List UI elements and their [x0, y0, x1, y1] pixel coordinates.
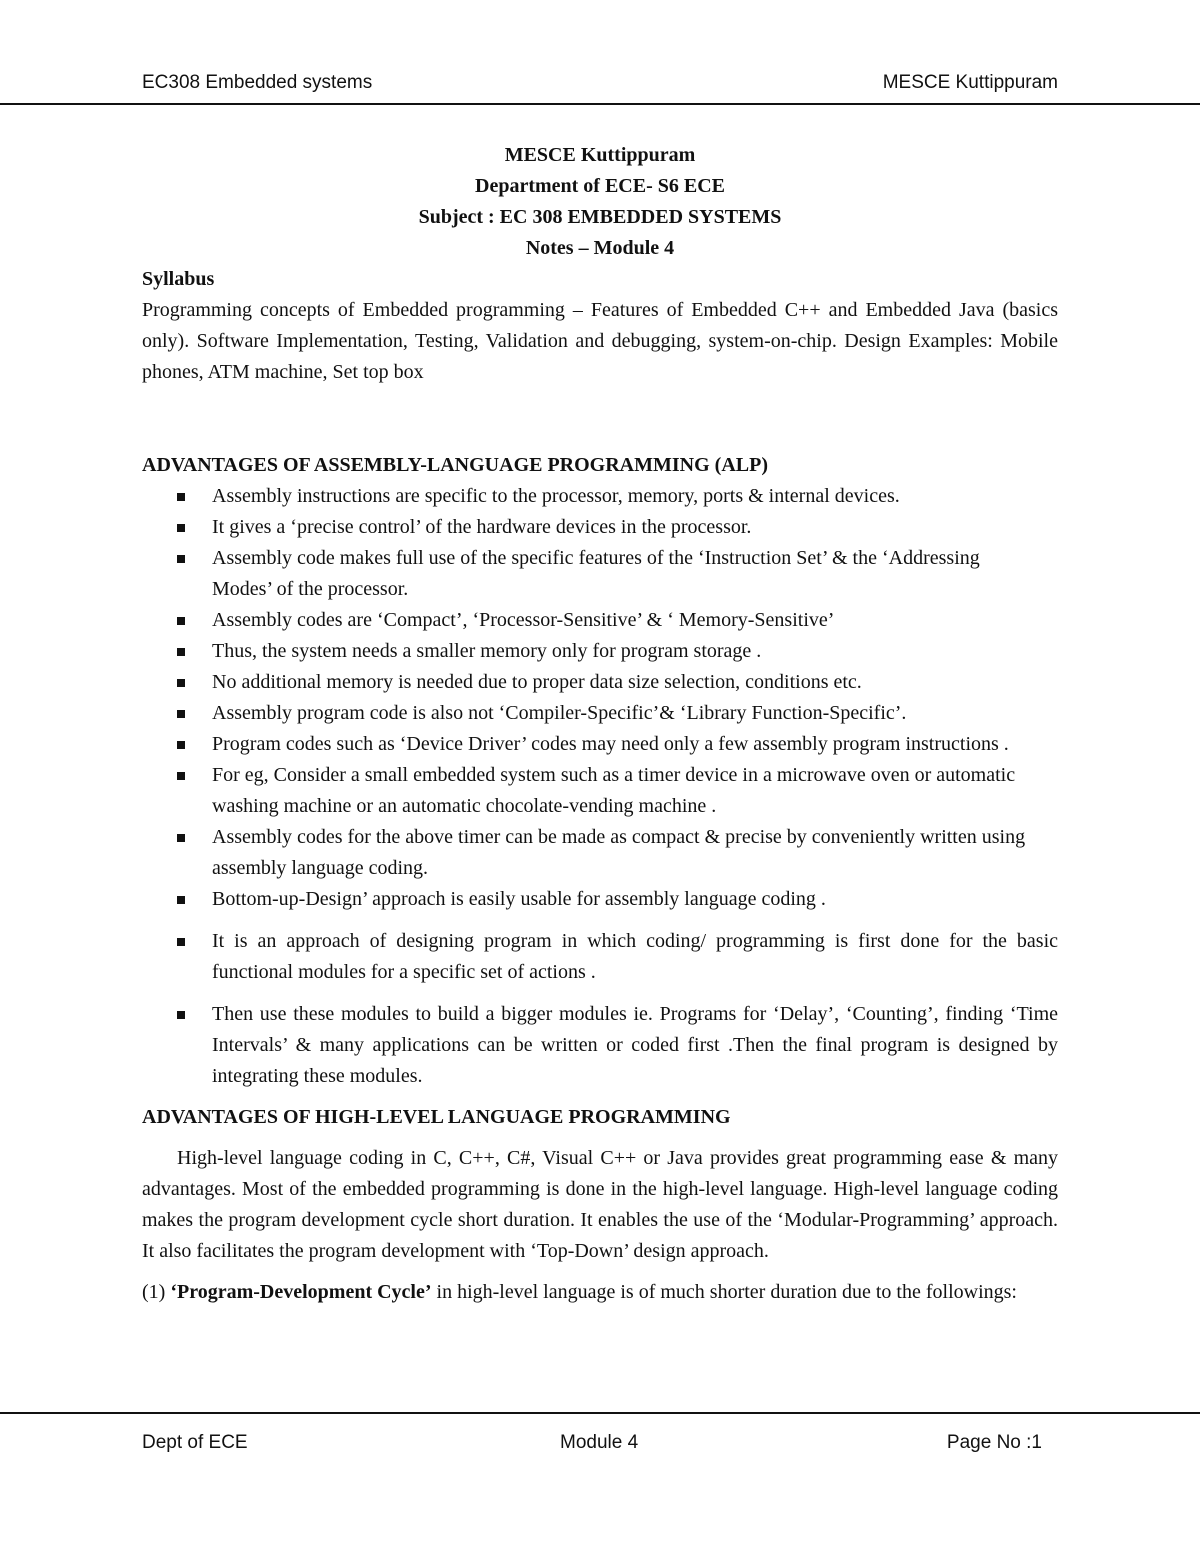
header-rule [0, 103, 1200, 105]
list-item-text: Assembly codes for the above timer can be made as compact & precise by conveniently written using assembly language coding. [212, 826, 1026, 879]
title-subject: Subject : EC 308 EMBEDDED SYSTEMS [418, 206, 782, 228]
point-number: (1) [142, 1281, 171, 1303]
list-item-text: Assembly program code is also not ‘Compiler-Specific’& ‘Library Function-Specific’. [212, 702, 907, 724]
footer-department: Dept of ECE [142, 1432, 248, 1453]
list-item-text: Thus, the system needs a smaller memory only for program storage . [212, 640, 762, 662]
list-item [142, 999, 1058, 1092]
bullet-icon [177, 617, 185, 625]
hll-point-1 [142, 1277, 1058, 1308]
list-item-text: Bottom-up-Design’ approach is easily usable for assembly language coding . [212, 888, 826, 910]
list-item [142, 884, 1058, 915]
point-text: in high-level language is of much shorter duration due to the followings: [431, 1281, 1017, 1303]
list-item [142, 760, 1058, 822]
list-item [142, 822, 1058, 884]
syllabus-text: Programming concepts of Embedded programming – Features of Embedded C++ and Embedded Java (basics only). Software Implementation, Testing, Validation and debugging, system-on-chip. Design Examples: Mobile phones, ATM machine, Set top box [142, 299, 1058, 383]
list-item-text: It is an approach of designing program in which coding/ programming is first done for the basic functional modules for a specific set of actions . [212, 930, 1058, 983]
footer-page-number: Page No :1 [946, 1432, 1042, 1453]
title-notes: Notes – Module 4 [525, 237, 675, 259]
syllabus-heading: Syllabus [142, 268, 215, 290]
list-item [142, 729, 1058, 760]
footer-rule [0, 1412, 1200, 1414]
title-college: MESCE Kuttippuram [504, 144, 696, 166]
list-item-text: Assembly code makes full use of the specific features of the ‘Instruction Set’ & the ‘Addressing Modes’ of the processor. [212, 547, 980, 600]
bullet-icon [177, 741, 185, 749]
bullet-icon [177, 524, 185, 532]
list-item-text: Then use these modules to build a bigger modules ie. Programs for ‘Delay’, ‘Counting’, finding ‘Time Intervals’ & many applications can be written or coded first .Then the final program is designed by integrating these modules. [212, 1003, 1058, 1087]
list-item [142, 667, 1058, 698]
list-item [142, 543, 1058, 605]
title-department: Department of ECE- S6 ECE [475, 175, 725, 197]
bullet-icon [177, 834, 185, 842]
bullet-icon [177, 938, 185, 946]
page-body [142, 140, 1058, 1308]
list-item [142, 926, 1058, 988]
list-item-text: Assembly instructions are specific to the processor, memory, ports & internal devices. [212, 485, 900, 507]
list-item [142, 481, 1058, 512]
alp-list [142, 481, 1058, 1092]
list-item [142, 636, 1058, 667]
hll-paragraph: High-level language coding in C, C++, C#, Visual C++ or Java provides great programming ease & many advantages. Most of the embedded programming is done in the high-level language. High-level language coding makes the program development cycle short duration. It enables the use of the ‘Modular-Programming’ approach. It also facilitates the program development with ‘Top-Down’ design approach. [142, 1147, 1058, 1262]
list-item [142, 698, 1058, 729]
bullet-icon [177, 555, 185, 563]
list-item [142, 512, 1058, 543]
list-item [142, 605, 1058, 636]
bullet-icon [177, 493, 185, 501]
hll-heading: ADVANTAGES OF HIGH-LEVEL LANGUAGE PROGRAMMING [142, 1106, 731, 1128]
bullet-icon [177, 679, 185, 687]
list-item-text: For eg, Consider a small embedded system such as a timer device in a microwave oven or automatic washing machine or an automatic chocolate-vending machine . [212, 764, 1016, 817]
bullet-icon [177, 710, 185, 718]
bullet-icon [177, 772, 185, 780]
header-course: EC308 Embedded systems [142, 72, 373, 93]
bullet-icon [177, 1011, 185, 1019]
list-item-text: Program codes such as ‘Device Driver’ codes may need only a few assembly program instructions . [212, 733, 1009, 755]
header-college: MESCE Kuttippuram [882, 72, 1058, 93]
footer-module: Module 4 [560, 1432, 639, 1453]
point-title: ‘Program-Development Cycle’ [170, 1281, 432, 1303]
list-item-text: No additional memory is needed due to proper data size selection, conditions etc. [212, 671, 862, 693]
bullet-icon [177, 648, 185, 656]
bullet-icon [177, 896, 185, 904]
alp-heading: ADVANTAGES OF ASSEMBLY-LANGUAGE PROGRAMMING (ALP) [142, 454, 768, 476]
list-item-text: It gives a ‘precise control’ of the hardware devices in the processor. [212, 516, 752, 538]
list-item-text: Assembly codes are ‘Compact’, ‘Processor-Sensitive’ & ‘ Memory-Sensitive’ [212, 609, 835, 631]
